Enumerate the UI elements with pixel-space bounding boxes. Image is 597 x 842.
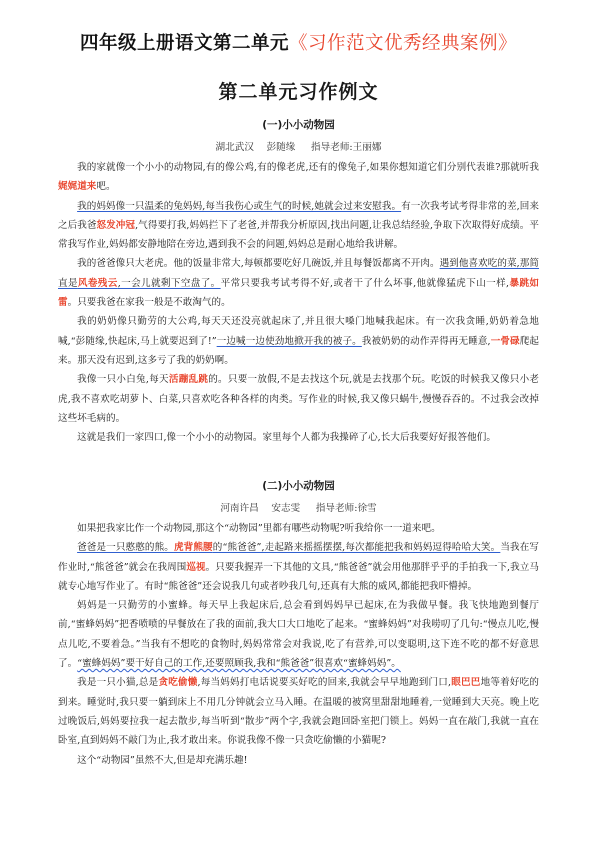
underlined-sentence: 遇到他喜欢吃的菜,那简直是风卷残云,一会儿就剩下空盘了。 [58,258,540,289]
paragraph: 我像一只小白兔,每天活蹦乱跳的。只要一放假,不是去找这个玩,就是去找那个玩。吃饭的时候我又像只小老虎,我不喜欢吃胡萝卜、白菜,只喜欢吃各种各样的肉类。写作业的时候,我又像只蜗牛,慢慢吞吞的。不过我会改掉这些坏毛病的。 [58,374,539,424]
paragraph: 这个“动物园”虽然不大,但是却充满乐趣! [77,754,248,766]
paragraph: 我是一只小猫,总是贪吃偷懒,每当妈妈打电话说要买好吃的回来,我就会早早地跑到门口,眼巴巴地等着好吃的到来。睡觉时,我只要一躺到床上不用几分钟就会立马入睡。在温暖的被窝里甜甜地睡着,一觉睡到大天亮。晚上吃过晚饭后,妈妈要拉我一起去散步,每当听到“散步”两个字,我就会跑回卧室把门锁上。妈妈一直在敲门,我就一直在卧室,直到妈妈不敲门为止,我才敢出来。你说我像不像一只贪吃偷懒的小猫呢? [58,677,539,747]
banner-subtitle: 《习作范文优秀经典案例》 [289,33,518,54]
paragraph: 如果把我家比作一个动物园,那这个“动物园”里都有哪些动物呢?听我给你一一道来吧。 [77,523,441,534]
essay-one-byline: 湖北武汉 彭随缘 指导老师:王丽娜 [215,142,382,153]
banner-title: 四年级上册语文第二单元 [79,33,289,54]
essay-one-body [58,158,539,447]
highlight-phrase: 怒发冲冠 [96,219,136,231]
essay-two [58,478,539,770]
wavy-underlined-sentence: “蜜蜂妈妈”要干好自己的工作,还要照顾我,我和“熊爸爸”很喜欢“蜜蜂妈妈”。 [77,658,401,670]
highlight-phrase: 贪吃偷懒 [158,677,198,689]
essay-one [58,117,539,447]
highlight-phrase: 一骨碌 [490,335,520,347]
paragraph: 我的爸爸像只大老虎。他的饭量非常大,每顿都要吃好几碗饭,并且每餐饭都离不开肉。遇到他喜欢吃的菜,那简直是风卷残云,一会儿就剩下空盘了。平常只要我考试考得不好,或者干了什么坏事,他就像猛虎下山一样,暴跳如雷。只要我爸在家我一般是不敢淘气的。 [58,258,540,309]
highlight-phrase: 娓娓道来 [58,181,97,193]
highlight-phrase: 活蹦乱跳 [168,374,209,386]
essay-two-title: (二)小小动物园 [262,480,335,492]
highlight-phrase: 巡视 [186,561,206,573]
page-title: 第二单元习作例文 [218,81,379,103]
paragraph: 我的妈妈像一只温柔的兔妈妈,每当我伤心或生气的时候,她就会过来安慰我。有一次我考试考得非常的差,回来之后我爸怒发冲冠,气得要打我,妈妈拦下了老爸,并帮我分析原因,找出问题,让我总结经验,争取下次取得好成绩。平常我写作业,妈妈都安静地陪在旁边,遇到我不会的问题,妈妈总是耐心地给我讲解。 [58,200,539,251]
highlight-phrase: 虎背熊腰 [173,542,213,554]
highlight-phrase: 暴跳如雷 [58,277,539,309]
paragraph: 我的家就像一个小小的动物园,有的像公鸡,有的像老虎,还有的像兔子,如果你想知道它们分别代表谁?那就听我娓娓道来吧。 [58,162,539,193]
underlined-sentence: 一边喊一边使劲地掀开我的被子。 [216,335,362,347]
essay-one-title: (一)小小动物园 [262,119,335,131]
banner-heading [0,29,597,55]
underlined-sentence: 我的妈妈像一只温柔的兔妈妈,每当我伤心或生气的时候,她就会过来安慰我。 [77,200,402,212]
essay-two-body [58,519,539,770]
essay-two-byline: 河南许昌 安志雯 指导老师:徐雪 [220,503,377,514]
underlined-sentence: 爸爸是一只憨憨的熊。虎背熊腰的“熊爸爸”,走起路来摇摇摆摆,每次都能把我和妈妈逗得哈哈大笑。 [77,542,501,554]
paragraph: 我的奶奶像只勤劳的大公鸡,每天天还没亮就起床了,并且很大嗓门地喊我起床。有一次我贪睡,奶奶着急地喊,“彭随缘,快起床,马上就要迟到了!”一边喊一边使劲地掀开我的被子。我被奶奶的动作弄得再无睡意,一骨碌爬起来。那天没有迟到,这多亏了我的奶奶啊。 [58,316,540,366]
paragraph: 这就是我们一家四口,像一个小小的动物园。家里每个人都为我操碎了心,长大后我要好好报答他们。 [77,432,496,444]
highlight-phrase: 眼巴巴 [451,677,481,689]
paragraph: 爸爸是一只憨憨的熊。虎背熊腰的“熊爸爸”,走起路来摇摇摆摆,每次都能把我和妈妈逗得哈哈大笑。当我在写作业时,“熊爸爸”就会在我周围巡视。只要我握弄一下其他的文具,“熊爸爸”就会用他那胖乎乎的手拍我一下,我立马就专心地写作业了。有时“熊爸爸”还会说我几句或者吵我几句,还真有大熊的威风,都能把我吓懵掉。 [58,542,540,592]
paragraph: 妈妈是一只勤劳的小蜜蜂。每天早上我起床后,总会看到妈妈早已起床,在为我做早餐。我飞快地跑到餐厅前,“蜜蜂妈妈”把香喷喷的早餐放在了我的面前,我大口大口地吃了起来。“蜜蜂妈妈”对我唠叨了几句:“慢点儿吃,慢点儿吃,不要着急。”当我有不想吃的食物时,妈妈常常会对我说,吃了有营养,可以变聪明,这下连不吃的都不好意思了。“蜜蜂妈妈”要干好自己的工作,还要照顾我,我和“熊爸爸”很喜欢“蜜蜂妈妈”。 [58,600,539,670]
highlight-phrase: 风卷残云 [77,277,118,289]
